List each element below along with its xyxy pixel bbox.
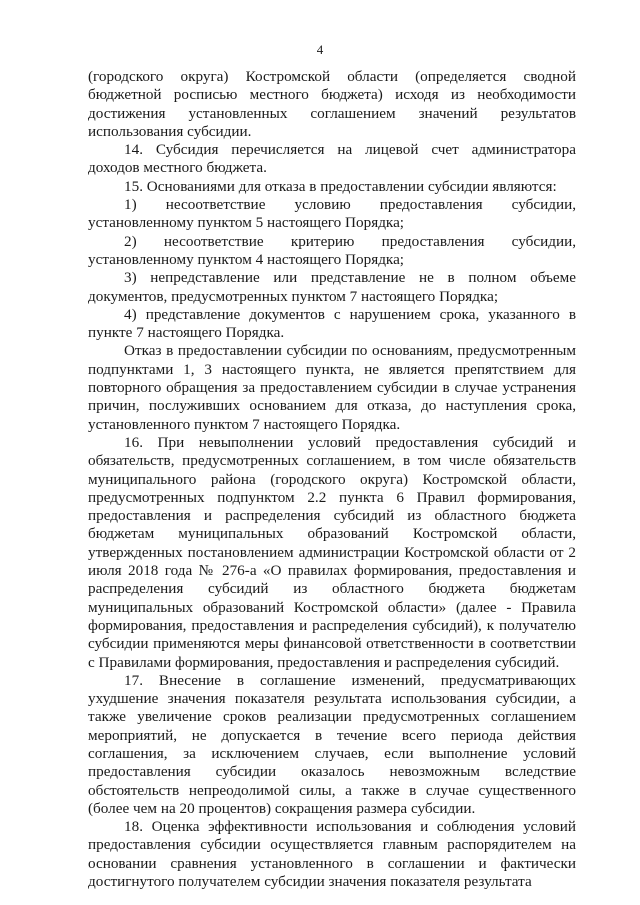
paragraph: (городского округа) Костромской области (определяется сводной бюджетной росписью местного бюджета) исходя из необходимости достижения установленных соглашением значений результатов использования субсидии. bbox=[88, 68, 576, 140]
paragraph: 18. Оценка эффективности использования и соблюдения условий предоставления субсидии осуществляется главным распорядителем на основании сравнения установленного в соглашении и фактически достигнутого получателем субсидии значения показателя результата bbox=[88, 818, 576, 891]
document-body bbox=[88, 68, 576, 891]
paragraph: 14. Субсидия перечисляется на лицевой счет администратора доходов местного бюджета. bbox=[88, 141, 576, 177]
paragraph: 16. При невыполнении условий предоставления субсидий и обязательств, предусмотренных соглашением, в том числе обязательств муниципального района (городского округа) Костромской области, предусмотренных подпунктом 2.2 пункта 6 Правил формирования, предоставления и распределения субсидий из областного бюджета бюджетам муниципальных образований Костромской области, утвержденных постановлением администрации Костромской области от 2 июля 2018 года № 276-а «О правилах формирования, предоставления и распределения субсидий из областного бюджета бюджетам муниципальных образований Костромской области» (далее - Правила формирования, предоставления и распределения субсидий), к получателю субсидии применяются меры финансовой ответственности в соответствии с Правилами формирования, предоставления и распределения субсидий. bbox=[88, 433, 576, 671]
paragraph: 4) представление документов с нарушением срока, указанного в пункте 7 настоящего Порядка. bbox=[88, 305, 576, 342]
paragraph: Отказ в предоставлении субсидии по основаниям, предусмотренным подпунктами 1, 3 настоящего пункта, не является препятствием для повторного обращения за предоставлением субсидии в случае устранения причин, послуживших основанием для отказа, до наступления срока, установленного пунктом 7 настоящего Порядка. bbox=[88, 342, 576, 433]
paragraph: 3) непредставление или представление не в полном объеме документов, предусмотренных пунктом 7 настоящего Порядка; bbox=[88, 269, 576, 305]
paragraph: 2) несоответствие критерию предоставления субсидии, установленному пунктом 4 настоящего Порядка; bbox=[88, 232, 576, 268]
paragraph: 1) несоответствие условию предоставления субсидии, установленному пунктом 5 настоящего Порядка; bbox=[88, 196, 576, 232]
paragraph: 15. Основаниями для отказа в предоставлении субсидии являются: bbox=[124, 177, 557, 195]
paragraph: 17. Внесение в соглашение изменений, предусматривающих ухудшение значения показателя результата использования субсидии, а также увеличение сроков реализации предусмотренных соглашением мероприятий, не допускается в течение всего периода действия соглашения, за исключением случаев, если выполнение условий предоставления субсидии оказалось невозможным вследствие обстоятельств непреодолимой силы, а также в случае существенного (более чем на 20 процентов) сокращения размера субсидии. bbox=[88, 671, 576, 817]
page-number: 4 bbox=[316, 42, 324, 57]
